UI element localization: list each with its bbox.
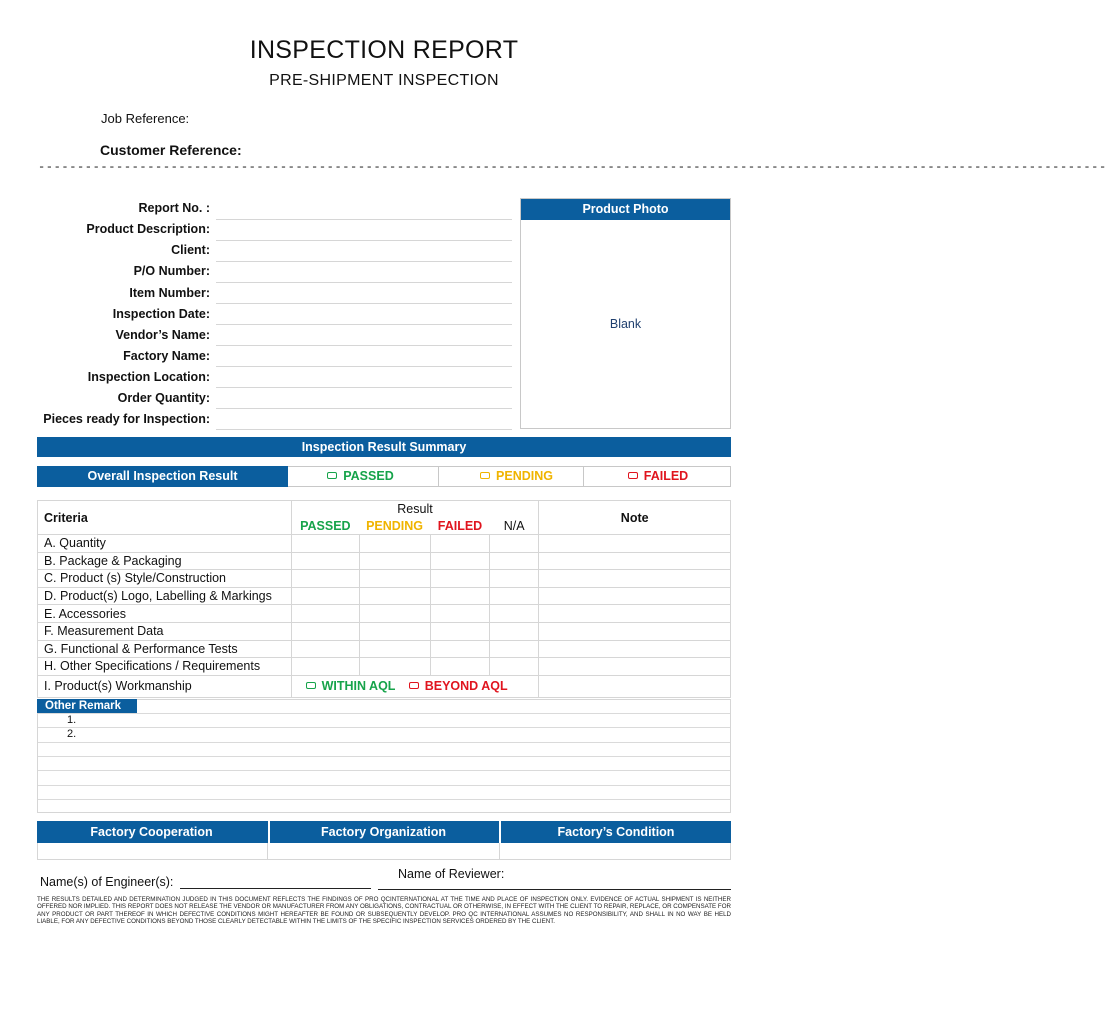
- checkbox-icon: [306, 682, 316, 689]
- field-line-product-description[interactable]: [216, 240, 512, 241]
- other-remark-header: Other Remark: [37, 699, 137, 713]
- criteria-table: [37, 500, 731, 698]
- failed-cell[interactable]: [430, 552, 490, 570]
- field-line-order-quantity[interactable]: [216, 408, 512, 409]
- note-cell[interactable]: [539, 675, 731, 697]
- criteria-label-workmanship: I. Product(s) Workmanship: [38, 675, 292, 697]
- pending-cell[interactable]: [359, 552, 430, 570]
- passed-cell[interactable]: [291, 587, 359, 605]
- reviewer-signature-line[interactable]: [378, 889, 731, 890]
- field-line-client[interactable]: [216, 261, 512, 262]
- na-cell[interactable]: [490, 640, 539, 658]
- criteria-label: D. Product(s) Logo, Labelling & Markings: [38, 587, 292, 605]
- note-cell[interactable]: [539, 622, 731, 640]
- passed-cell[interactable]: [291, 570, 359, 588]
- divider: [583, 467, 584, 486]
- na-cell[interactable]: [490, 587, 539, 605]
- field-product-description: Product Description:: [86, 222, 210, 236]
- criteria-label: C. Product (s) Style/Construction: [38, 570, 292, 588]
- customer-reference-label: Customer Reference:: [100, 142, 242, 158]
- note-cell[interactable]: [539, 605, 731, 623]
- factory-condition-cell[interactable]: [500, 843, 730, 859]
- remark-item-1: 1.: [67, 714, 77, 726]
- passed-cell[interactable]: [291, 605, 359, 623]
- na-cell[interactable]: [490, 552, 539, 570]
- field-report-no: Report No. :: [138, 201, 210, 215]
- within-aql-label: WITHIN AQL: [321, 679, 396, 694]
- table-row: [38, 622, 731, 640]
- field-line-vendor-name[interactable]: [216, 345, 512, 346]
- report-subtitle: PRE-SHIPMENT INSPECTION: [269, 72, 499, 89]
- field-line-inspection-date[interactable]: [216, 324, 512, 325]
- workmanship-row: [38, 675, 731, 697]
- inspection-summary-header: Inspection Result Summary: [37, 437, 731, 457]
- pending-cell[interactable]: [359, 640, 430, 658]
- failed-cell[interactable]: [430, 622, 490, 640]
- failed-cell[interactable]: [430, 570, 490, 588]
- na-cell[interactable]: [490, 622, 539, 640]
- field-order-quantity: Order Quantity:: [117, 391, 210, 405]
- failed-cell[interactable]: [430, 658, 490, 676]
- remark-line: [38, 799, 730, 800]
- pending-cell[interactable]: [359, 587, 430, 605]
- na-cell[interactable]: [490, 570, 539, 588]
- disclaimer-text: THE RESULTS DETAILED AND DETERMINATION JUDGED IN THIS DOCUMENT REFLECTS THE FINDINGS OF PRO QCINTERNATIONAL AT THE TIME AND PLACE OF INSPECTION ONLY. EVIDENCE OF ACTUAL SHIPMENT IS NEITHER OFFERED NOR IMPLIED. THIS REPORT DOES NOT RELEASE THE VENDOR OR MANUFACTURER FROM ANY OBLIGATIONS, CONTRACTUAL OR OTHERWISE, IN EFFECT WITH THE CLIENT TO REPAIR, REPLACE, OR COMPENSATE FOR ANY PRODUCT OR PART THEREOF IN WHICH DEFECTIVE CONDITIONS MIGHT HEREAFTER BE FOUND OR SUBSEQUENTLY DEVELOP. PRO QC INTERNATIONAL ASSUMES NO RESPONSIBILITY, AND SHALL IN NO WAY BE HELD LIABLE, FOR ANY DEFECTIVE CONDITIONS BEYOND THOSE CLEARLY DETECTABLE WITHIN THE LIMITS OF THE SPECIFIC INSPECTION SERVICES ORDERED BY THE CLIENT.: [37, 896, 731, 925]
- criteria-label: F. Measurement Data: [38, 622, 292, 640]
- passed-cell[interactable]: [291, 658, 359, 676]
- overall-failed-option[interactable]: [588, 467, 728, 486]
- na-cell[interactable]: [490, 605, 539, 623]
- result-header: Result: [291, 501, 539, 518]
- field-item-number: Item Number:: [129, 286, 210, 300]
- report-title: INSPECTION REPORT: [249, 36, 519, 64]
- failed-cell[interactable]: [430, 535, 490, 553]
- failed-label: FAILED: [643, 469, 689, 483]
- table-row: [38, 570, 731, 588]
- factory-organization-header: Factory Organization: [268, 821, 497, 843]
- note-cell[interactable]: [539, 552, 731, 570]
- factory-cooperation-header: Factory Cooperation: [90, 825, 213, 839]
- field-line-report-no[interactable]: [216, 219, 512, 220]
- table-row: [38, 552, 731, 570]
- na-cell[interactable]: [490, 535, 539, 553]
- passed-cell[interactable]: [291, 535, 359, 553]
- passed-cell[interactable]: [291, 552, 359, 570]
- note-cell[interactable]: [539, 658, 731, 676]
- field-line-po-number[interactable]: [216, 282, 512, 283]
- pending-cell[interactable]: [359, 658, 430, 676]
- overall-result-label: Overall Inspection Result: [37, 466, 288, 487]
- within-aql-option[interactable]: [306, 679, 396, 693]
- note-cell[interactable]: [539, 587, 731, 605]
- field-client: Client:: [171, 243, 210, 257]
- remark-line: [38, 770, 730, 771]
- pending-label: PENDING: [496, 469, 553, 483]
- remark-line: [38, 742, 730, 743]
- field-inspection-location: Inspection Location:: [87, 370, 210, 384]
- table-row: [38, 535, 731, 553]
- criteria-header: Criteria: [38, 501, 292, 535]
- beyond-aql-option[interactable]: [409, 679, 508, 693]
- criteria-label: G. Functional & Performance Tests: [38, 640, 292, 658]
- field-pieces-ready: Pieces ready for Inspection:: [43, 412, 210, 426]
- table-row: [38, 605, 731, 623]
- engineer-label: Name(s) of Engineer(s):: [40, 875, 174, 889]
- overall-result-row: [37, 466, 731, 487]
- other-remark-box[interactable]: [37, 699, 731, 813]
- result-col-na: N/A: [490, 518, 539, 535]
- criteria-label: B. Package & Packaging: [38, 552, 292, 570]
- job-reference-label: Job Reference:: [101, 111, 190, 126]
- criteria-label: H. Other Specifications / Requirements: [38, 658, 292, 676]
- note-cell[interactable]: [539, 570, 731, 588]
- criteria-label: A. Quantity: [38, 535, 292, 553]
- factory-cooperation-cell[interactable]: [38, 843, 268, 859]
- passed-cell[interactable]: [291, 640, 359, 658]
- product-photo-header: Product Photo: [521, 199, 730, 220]
- table-row: [38, 640, 731, 658]
- result-col-pending: PENDING: [359, 518, 430, 535]
- field-line-pieces-ready[interactable]: [216, 429, 512, 430]
- failed-cell[interactable]: [430, 640, 490, 658]
- product-photo-placeholder: Blank: [609, 317, 642, 331]
- note-cell[interactable]: [539, 640, 731, 658]
- remark-line: [38, 713, 730, 714]
- note-cell[interactable]: [539, 535, 731, 553]
- pending-cell[interactable]: [359, 622, 430, 640]
- field-line-item-number[interactable]: [216, 303, 512, 304]
- remark-line: [38, 756, 730, 757]
- divider: [438, 467, 439, 486]
- criteria-label: E. Accessories: [38, 605, 292, 623]
- remark-line: [38, 785, 730, 786]
- field-po-number: P/O Number:: [133, 264, 210, 278]
- checkbox-icon: [628, 472, 638, 479]
- field-line-factory-name[interactable]: [216, 366, 512, 367]
- result-col-passed: PASSED: [291, 518, 359, 535]
- remark-item-2: 2.: [67, 728, 77, 740]
- field-factory-name: Factory Name:: [123, 349, 210, 363]
- dashed-separator: -----------------------------------------------------------------------------------------------------------------------------------------: [38, 160, 1107, 174]
- field-line-inspection-location[interactable]: [216, 387, 512, 388]
- passed-cell[interactable]: [291, 622, 359, 640]
- table-row: [38, 658, 731, 676]
- pending-cell[interactable]: [359, 535, 430, 553]
- table-row: [38, 587, 731, 605]
- beyond-aql-label: BEYOND AQL: [424, 679, 508, 694]
- product-photo-box[interactable]: [520, 198, 731, 429]
- failed-cell[interactable]: [430, 605, 490, 623]
- checkbox-icon: [409, 682, 419, 689]
- field-inspection-date: Inspection Date:: [112, 307, 210, 321]
- factory-organization-cell[interactable]: [268, 843, 500, 859]
- checkbox-icon: [327, 472, 337, 479]
- engineer-signature-line[interactable]: [180, 888, 371, 889]
- factory-values-row: [37, 843, 731, 860]
- checkbox-icon: [480, 472, 490, 479]
- result-col-failed: FAILED: [430, 518, 490, 535]
- factory-condition-header: Factory’s Condition: [499, 821, 731, 843]
- remark-line: [38, 727, 730, 728]
- pending-cell[interactable]: [359, 605, 430, 623]
- field-vendor-name: Vendor’s Name:: [115, 328, 210, 342]
- passed-label: PASSED: [343, 469, 394, 483]
- note-header: Note: [539, 501, 731, 535]
- aql-cell: [291, 675, 539, 697]
- na-cell[interactable]: [490, 658, 539, 676]
- pending-cell[interactable]: [359, 570, 430, 588]
- reviewer-label: Name of Reviewer:: [398, 867, 505, 881]
- overall-passed-option[interactable]: [288, 467, 433, 486]
- overall-pending-option[interactable]: [448, 467, 585, 486]
- failed-cell[interactable]: [430, 587, 490, 605]
- factory-header-bar: [37, 821, 731, 843]
